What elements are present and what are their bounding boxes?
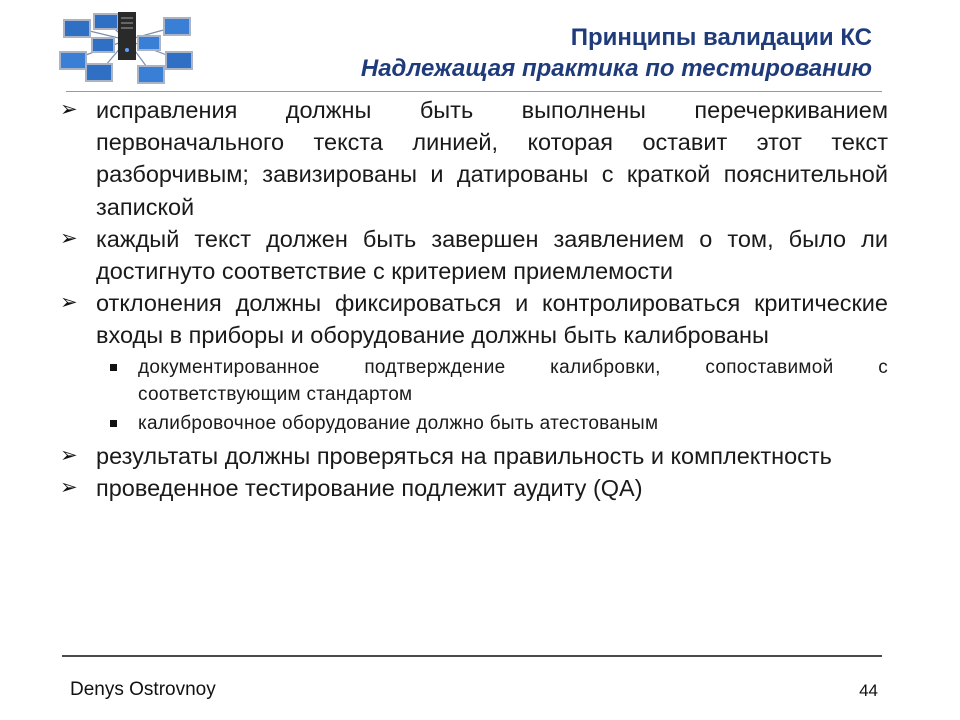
list-item xyxy=(58,472,888,504)
arrow-bullet-icon: ➢ xyxy=(60,226,78,250)
list-item-text: исправления должны быть выполнены перечеркиванием первоначального текста линией, которая оставит этот текст разборчивым; завизированы и датированы с краткой пояснительной запиской xyxy=(96,97,888,220)
list-item xyxy=(58,287,888,351)
arrow-bullet-icon: ➢ xyxy=(60,291,78,315)
slide-title: Принципы валидации КС xyxy=(570,24,872,51)
list-item-text: отклонения должны фиксироваться и контролироваться критические входы в приборы и оборудование должны быть калиброваны xyxy=(96,290,888,349)
sub-list-item xyxy=(58,410,888,437)
list-item xyxy=(58,440,888,472)
list-item-text: каждый текст должен быть завершен заявлением о том, было ли достигнуто соответствие с критерием приемлемости xyxy=(96,225,888,285)
sub-list-item xyxy=(58,354,888,408)
bullet-list xyxy=(58,94,888,504)
title-block xyxy=(361,22,872,84)
list-item-text: результаты должны проверяться на правильность и комплектность xyxy=(96,442,832,469)
slide-subtitle: Надлежащая практика по тестированию xyxy=(360,55,872,82)
page-number: 44 xyxy=(859,681,878,700)
arrow-bullet-icon: ➢ xyxy=(60,475,78,499)
square-bullet-icon xyxy=(110,364,117,371)
list-item xyxy=(58,223,888,287)
footer-divider xyxy=(62,655,882,657)
arrow-bullet-icon: ➢ xyxy=(60,98,78,121)
network-computers-logo xyxy=(52,10,202,90)
sub-list-item-text: калибровочное оборудование должно быть атестованым xyxy=(138,412,659,434)
header-divider xyxy=(66,91,882,92)
list-item-text: проведенное тестирование подлежит аудиту (QA) xyxy=(96,474,643,501)
square-bullet-icon xyxy=(110,420,117,427)
arrow-bullet-icon: ➢ xyxy=(60,443,78,467)
list-item xyxy=(58,94,888,223)
footer-author: Denys Ostrovnoy xyxy=(70,679,216,700)
sub-list-item-text: документированное подтверждение калибровки, сопоставимой с соответствующим стандартом xyxy=(138,356,888,405)
